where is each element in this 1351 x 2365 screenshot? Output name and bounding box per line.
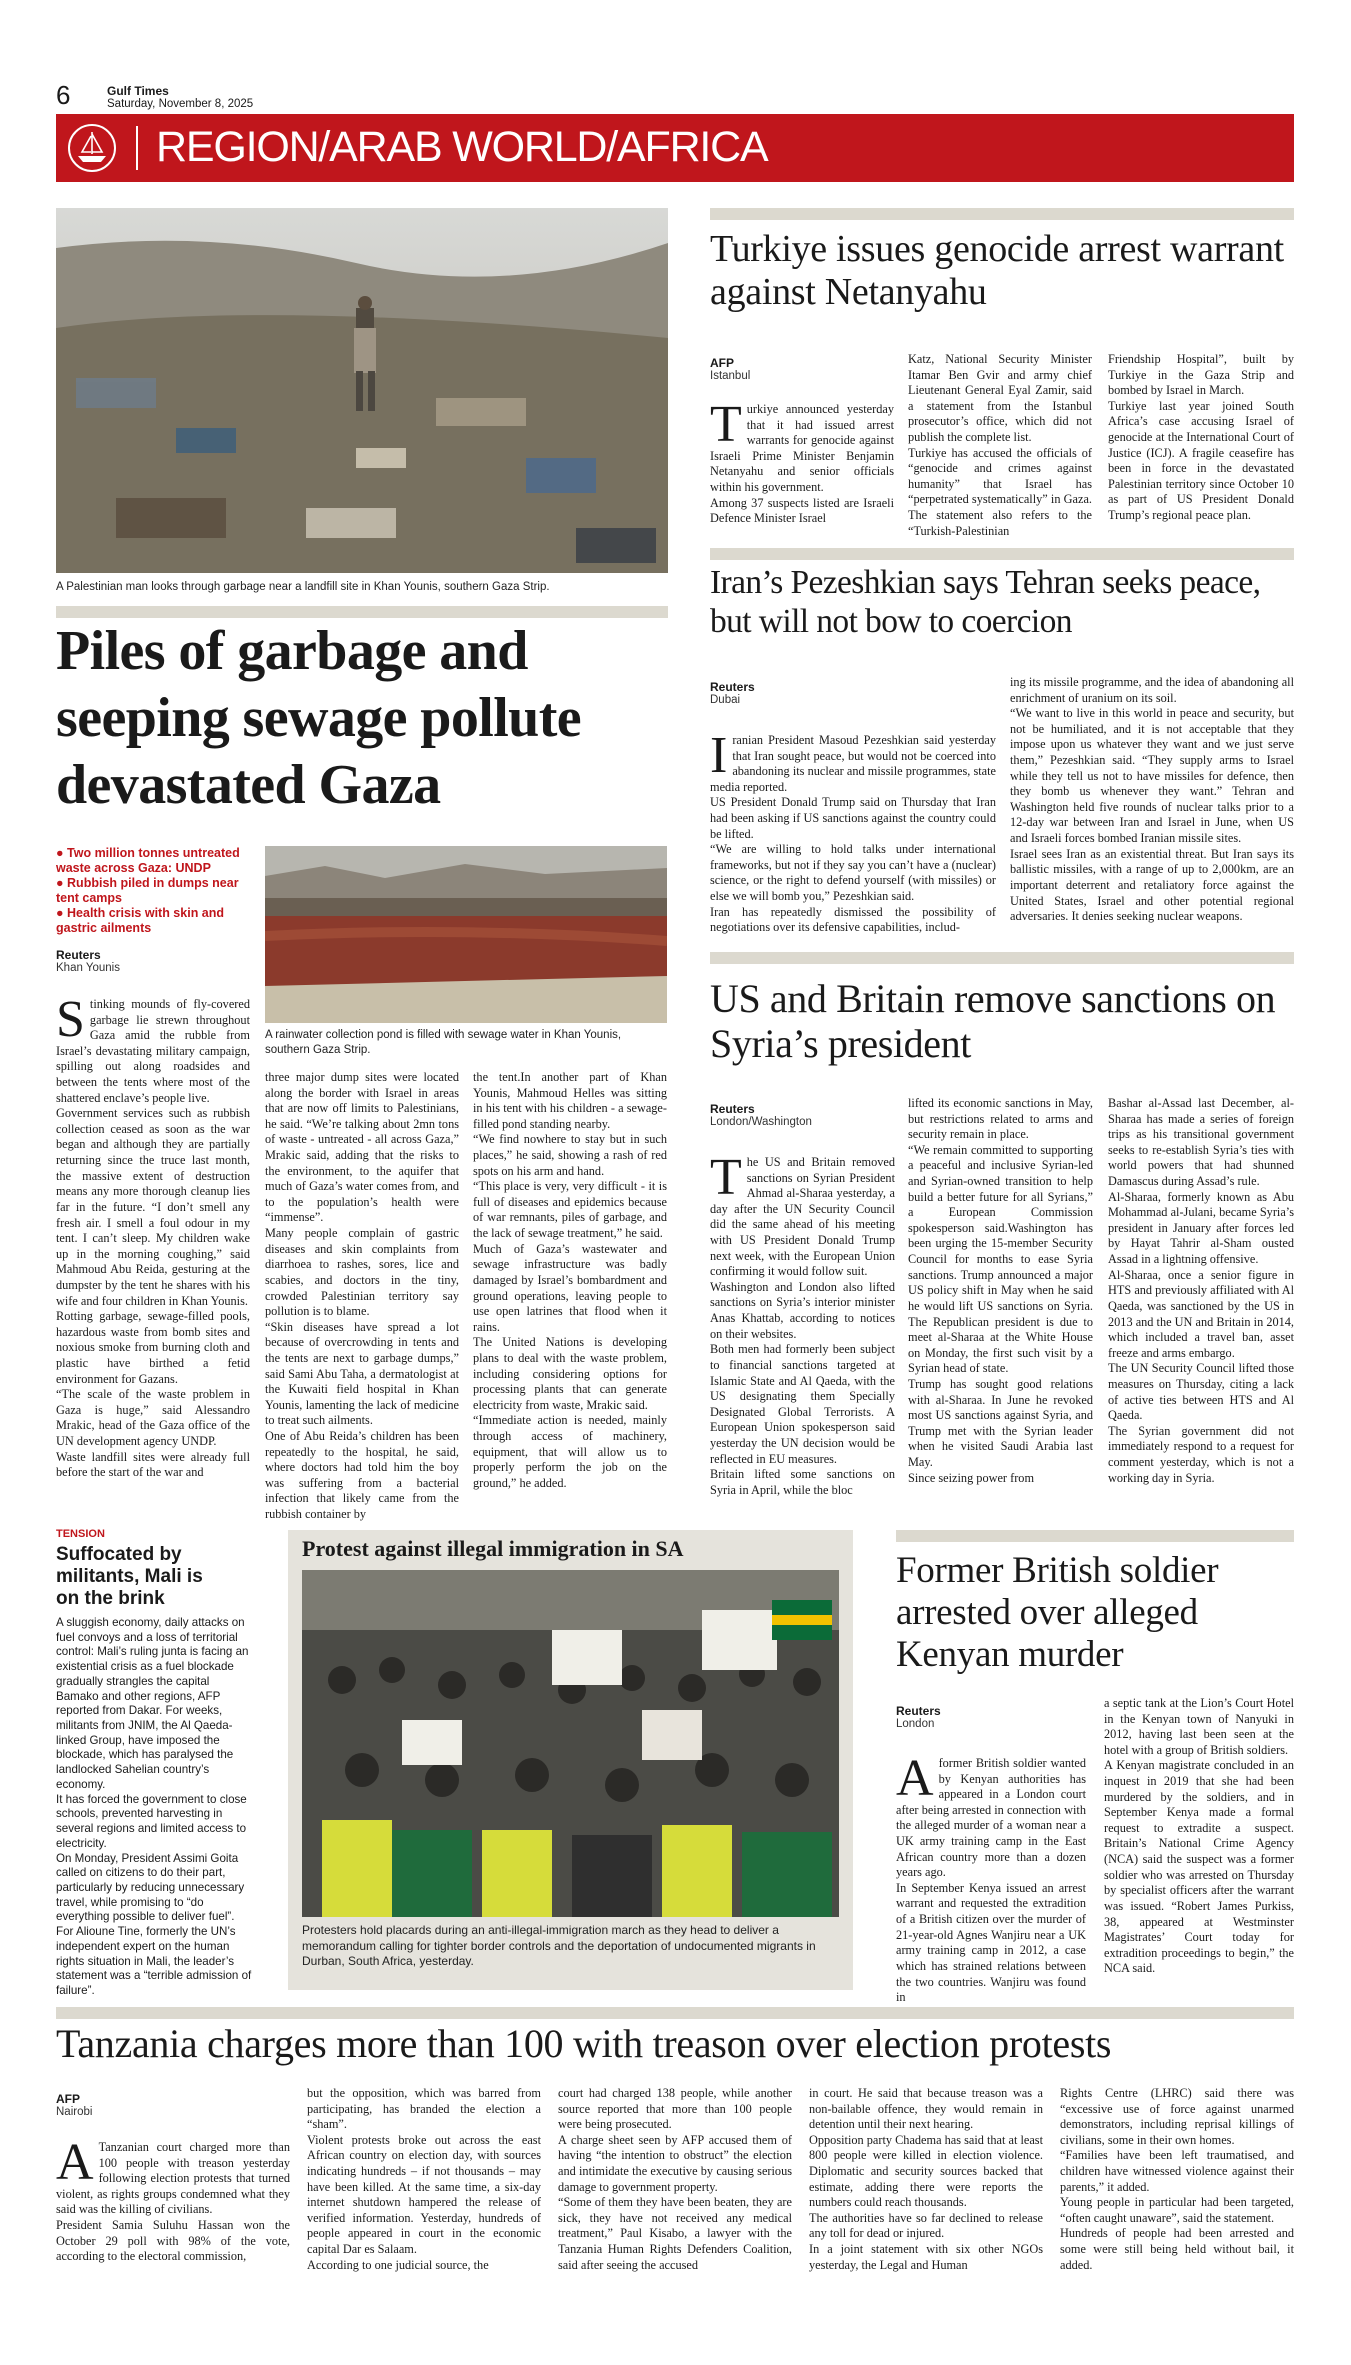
dateline-place: Istanbul: [710, 370, 751, 382]
bullet-item: ● Two million tonnes untreated waste across Gaza: UNDP: [56, 846, 240, 875]
article-text: he US and Britain removed sanctions on Syrian President Ahmad al-Sharaa yesterday, a day after the UN Security Council did the same ahead of his meeting with US President Donald Trump next week, with the European Union confirming it would follow suit. Washington and London also lifted sanctions on Syria’s interior minister Anas Khattab, according to notices on their websites. Both men had formerly been subject to financial sanctions targeted at Islamic State and Al Qaeda, with the US designating them Specially Designated Global Terrorists. A European Union spokesperson said yesterday the UN decision would be reflected in EU measures. Britain lifted some sanctions on Syria in April, while the bloc: [710, 1155, 895, 1497]
iran-col-2: ing its missile programme, and the idea of abandoning all enrichment of uranium on its soil. “We want to live in this world in peace and security, but not be humiliated, and it is not acceptable that they impose upon us whatever they want and we just serve them,” Pezeshkian said. “They supply arms to Israel while they tell us not to have missiles for defence, then they bomb us whenever they want.” Tehran and Washington held five rounds of nuclear talks prior to a 12-day war between Iran and Israel in June, when US and Israeli forces bombed Iranian missile sites. Israel sees Iran as an existential threat. But Iran says its ballistic missiles, with a range of up to 2,000km, are an important deterrent and retaliatory force against the United States, Israel and other potential regional adversaries. It denies seeking nuclear weapons.: [1010, 675, 1294, 924]
divider-rule: [56, 606, 668, 618]
syria-col-1: [710, 1149, 895, 1498]
dropcap: A: [896, 1750, 934, 1807]
dropcap: I: [710, 727, 728, 784]
mali-kicker: TENSION: [56, 1528, 105, 1540]
tanzania-col-2: but the opposition, which was barred from participating, has branded the election a “sham”. Violent protests broke out across the east African country on election day, with sources indicating hundreds – if not thousands – may have been killed. At the same time, a six-day internet shutdown hampered the release of verified information. Yesterday, hundreds of people appeared in court in the economic capital Dar es Salaam. According to one judicial source, the: [307, 2086, 541, 2272]
turkiye-col-3: Friendship Hospital”, built by Turkiye in the Gaza Strip and bombed by Israel in March. Turkiye last year joined South Africa’s case accusing Israel of genocide at the International Court of Justice (ICJ). A fragile ceasefire has been in force in the devastated Palestinian territory since October 10 as part of US President Donald Trump’s regional peace plan.: [1108, 352, 1294, 523]
mali-text: A sluggish economy, daily attacks on fuel convoys and a loss of territorial control: Mali’s ruling junta is facing an existential crisis as a fuel blockade gradually strangles the capital Bamako and other regions, AFP reported from Dakar. For weeks, militants from JNIM, the Al Qaeda-linked Group, have imposed the blockade, which has paralysed the landlocked Sahelian country’s economy. It has forced the government to close schools, prevented harvesting in several regions and limited access to electricity. On Monday, President Assimi Goita called on citizens to do their part, particularly by reducing unnecessary travel, while promising to “do everything possible to deliver fuel”. For Alioune Tine, formerly the UN’s independent expert on the human rights situation in Mali, the leader’s statement was a “terrible admission of failure”.: [56, 1616, 252, 1997]
tanzania-dateline: [56, 2092, 92, 2118]
banner-divider: [136, 126, 138, 170]
dateline-place: Nairobi: [56, 2106, 93, 2118]
gaza-headline: Piles of garbage and seeping sewage pollute devastated Gaza: [56, 620, 582, 817]
dropcap: S: [56, 991, 85, 1048]
article-text: Tanzanian court charged more than 100 people with treason yesterday following election protests that turned violent, as rights groups condemned what they said was the killing of civilians. President Samia Suluhu Hassan won the October 29 poll with 98% of the vote, according to the electoral commission,: [56, 2140, 290, 2264]
gaza-dateline: [56, 948, 120, 974]
agency-name: Reuters: [896, 1704, 941, 1718]
protest-photo: [302, 1570, 839, 1917]
sewage-pond-photo: [265, 846, 667, 1023]
kenya-headline: Former British soldier arrested over alleged Kenyan murder: [896, 1550, 1219, 1676]
issue-date: Saturday, November 8, 2025: [107, 98, 254, 110]
divider-rule: [710, 952, 1294, 964]
gaza-col-2: three major dump sites were located along the border with Israel in areas that are now off limits to Palestinians, he said. “We’re talking about 2mn tons of waste - untreated - all across Gaza,” Mrakic said, adding that the risks to the environment, to the aquifer that much of Gaza’s water comes from, and to the population’s health were “immense”. Many people complain of gastric diseases and skin complaints from diarrhoea to rashes, sores, lice and scabies, and doctors in the tiny, crowded Palestinian territory say pollution is to blame. “Skin diseases have spread a lot because of overcrowding in tents and the tents are next to garbage dumps,” said Sami Abu Taha, a dermatologist at the Kuwaiti field hospital in Khan Younis, lamenting the lack of medicine to treat such ailments. One of Abu Reida’s children has been repeatedly to the hospital, he said, where doctors had told him the boy was suffering from a bacterial infection that likely came from the rubbish container by: [265, 1070, 459, 1522]
section-title: REGION/ARAB WORLD/AFRICA: [156, 123, 768, 171]
dateline-place: Khan Younis: [56, 962, 120, 974]
agency-name: AFP: [56, 2092, 80, 2106]
article-text: former British soldier wanted by Kenyan authorities has appeared in a London court after being arrested in connection with the alleged murder of a woman near a UK army training camp in the East African country more than a dozen years ago. In September Kenya issued an arrest warrant and requested the extradition of a British citizen over the murder of 21-year-old Agnes Wanjiru near a UK army training camp in 2012, a case which has strained relations between the two countries. Wanjiru was found in: [896, 1756, 1086, 2005]
protest-title: Protest against illegal immigration in SA: [302, 1536, 684, 1561]
paper-name: Gulf Times: [107, 84, 169, 98]
landfill-photo: [56, 208, 668, 573]
kenya-col-1: [896, 1750, 1086, 2006]
bullet-item: ● Health crisis with skin and gastric ailments: [56, 906, 225, 935]
turkiye-headline: Turkiye issues genocide arrest warrant against Netanyahu: [710, 228, 1284, 313]
syria-headline: US and Britain remove sanctions on Syria’s president: [710, 976, 1276, 1066]
gaza-col-1: [56, 991, 250, 1481]
tanzania-headline: Tanzania charges more than 100 with treason over election protests: [56, 2021, 1112, 2066]
divider-rule: [710, 548, 1294, 560]
iran-dateline: [710, 680, 755, 706]
bullet-item: ● Rubbish piled in dumps near tent camps: [56, 876, 239, 905]
article-text: tinking mounds of fly-covered garbage lie strewn throughout Gaza amid the rubble from Israel’s devastating military campaign, spilling out along roadsides and between the tents where most of the shattered enclave’s people live. Government services such as rubbish collection ceased as soon as the war began and although they are partially returning since the truce last month, the massive extent of destruction means any more thorough cleanup lies far in the future. “I don’t smell any fresh air. I smell a foul odour in my tent. I can’t sleep. My children wake up in the morning coughing,” said Mahmoud Abu Reida, gesturing at the dumpster by the tent he shares with his wife and four children in Khan Younis. Rotting garbage, sewage-filled pools, hazardous waste from bomb sites and noxious smoke from burning cloth and plastic have birthed a fetid environment for Gazans. “The scale of the waste problem in Gaza is huge,” said Alessandro Mrakic, head of the Gaza office of the UN development agency UNDP. Waste landfill sites were already full before the start of the war and: [56, 997, 250, 1480]
syria-col-2: lifted its economic sanctions in May, but restrictions related to arms and security remain in place. “We remain committed to supporting a peaceful and inclusive Syrian-led and Syrian-owned transition to help build a better future for all Syrians,” a European Commission spokesperson said.Washington has been urging the 15-member Security Council for months to ease Syria sanctions. Trump announced a major US policy shift in May when he said he would lift US sanctions on Syria. The Republican president is due to meet al-Sharaa at the White House on Monday, the first such visit by a Syrian head of state. Trump has sought good relations with al-Sharaa. In June he revoked most US sanctions against Syria, and Trump met with the Syrian leader when he visited Saudi Arabia last May. Since seizing power from: [908, 1096, 1093, 1485]
protest-caption: Protesters hold placards during an anti-illegal-immigration march as they head to deliver a memorandum calling for tighter border controls and the deportation of undocumented migrants in Durban, South Africa, yesterday.: [302, 1923, 816, 1969]
article-text: ranian President Masoud Pezeshkian said yesterday that Iran sought peace, but would not be coerced into abandoning its nuclear and missile programmes, state media reported. US President Donald Trump said on Thursday that Iran had been asking if US sanctions against the country could be lifted. “We are willing to hold talks under international frameworks, but not if they say you can’t have a (nuclear) science, or the right to defend yourself (with missiles) or else we will bomb you,” Pezeshkian said. Iran has repeatedly dismissed the possibility of negotiations over its defensive capabilities, includ-: [710, 733, 996, 935]
agency-name: Reuters: [56, 948, 101, 962]
pond-photo-caption: A rainwater collection pond is filled with sewage water in Khan Younis, southern Gaza Strip.: [265, 1029, 622, 1056]
syria-col-3: Bashar al-Assad last December, al-Sharaa has made a series of foreign trips as his transitional government seeks to re-establish Syria’s ties with world powers that had shunned Damascus during Assad’s rule. Al-Sharaa, formerly known as Abu Mohammad al-Julani, became Syria’s president in January after forces led by Hayat Tahrir al-Sham ousted Assad in a lightning offensive. Al-Sharaa, once a senior figure in HTS and previously affiliated with Al Qaeda, was sanctioned by the US in 2013 and the UN and Britain in 2014, which included a travel ban, asset freeze and arms embargo. The UN Security Council lifted those measures on Thursday, citing a lack of active ties between HTS and Al Qaeda. The Syrian government did not immediately respond to a request for comment yesterday, which is not a working day in Syria.: [1108, 1096, 1294, 1485]
divider-rule: [896, 1530, 1294, 1542]
gaza-col-3: the tent.In another part of Khan Younis, Mahmoud Helles was sitting in his tent with his children - a sewage-filled pond standing nearby. “We find nowhere to stay but in such places,” he said, showing a rash of red spots on his arm and hand. “This place is very, very difficult - it is full of diseases and epidemics because of war remnants, piles of garbage, and the lack of sewage treatment,” he said. Much of Gaza’s wastewater and sewage infrastructure was badly damaged by Israel’s bombardment and ground operations, leaving people to use open latrines that flood when it rains. The United Nations is developing plans to deal with the waste problem, including considering options for processing plants that can generate electricity from waste, Mrakic said. “Immediate action is needed, mainly through access of machinery, equipment, that will allow us to properly perform the job on the ground,” he added.: [473, 1070, 667, 1490]
dateline-place: Dubai: [710, 694, 741, 706]
tanzania-col-1: [56, 2134, 290, 2265]
dropcap: T: [710, 1149, 742, 1206]
dropcap: A: [56, 2134, 94, 2191]
turkiye-col-2: Katz, National Security Minister Itamar Ben Gvir and army chief Lieutenant General Eyal Zamir, said a statement from the Istanbul prosecutor’s office, which did not publish the complete list. Turkiye has accused the officials of “genocide and crimes against humanity” that Israel has “perpetrated systematically” in Gaza. The statement also refers to the “Turkish-Palestinian: [908, 352, 1092, 538]
tanzania-col-5: Rights Centre (LHRC) said there was “excessive use of force against unarmed demonstrators, including reprisal killings of civilians, some in their own homes. “Families have been left traumatised, and children have witnessed violence against their parents,” it added. Young people in particular had been targeted, “often caught unaware”, said the statement. Hundreds of people had been arrested and some were still being held without bail, it added.: [1060, 2086, 1294, 2272]
ship-logo-icon: [68, 124, 116, 172]
gaza-bullets: [56, 846, 256, 936]
iran-col-1: [710, 727, 996, 936]
section-banner: [56, 114, 1294, 182]
agency-name: Reuters: [710, 1102, 755, 1116]
divider-rule: [56, 2007, 1294, 2019]
mali-headline: Suffocated by militants, Mali is on the brink: [56, 1544, 203, 1610]
kenya-dateline: [896, 1704, 941, 1730]
turkiye-dateline: [710, 356, 750, 382]
dateline-place: London/Washington: [710, 1116, 812, 1128]
dropcap: T: [710, 396, 742, 453]
iran-headline: Iran’s Pezeshkian says Tehran seeks peace, but will not bow to coercion: [710, 564, 1261, 640]
kenya-col-2: a septic tank at the Lion’s Court Hotel in the Kenyan town of Nanyuki in 2012, having last been seen at the hotel with a group of British soldiers. A Kenyan magistrate concluded in an inquest in 2019 that she had been murdered by the soldiers, and in September Kenya made a formal request to extradite a suspect. Britain’s National Crime Agency (NCA) said the suspect was a former soldier who was arrested on Thursday by specialist officers after the warrant was issued. “Robert James Purkiss, 38, appeared at Westminster Magistrates’ Court today for extradition proceedings to begin,” the NCA said.: [1104, 1696, 1294, 1976]
agency-name: Reuters: [710, 680, 755, 694]
protest-box: [288, 1530, 853, 1990]
page-number: 6: [56, 80, 71, 110]
divider-rule: [710, 208, 1294, 220]
dateline-place: London: [896, 1718, 935, 1730]
tanzania-col-4: in court. He said that because treason was a non-bailable offence, they would remain in detention until their next hearing. Opposition party Chadema has said that at least 800 people were killed in election violence. Diplomatic and security sources backed that estimate, adding there were reports the numbers could reach thousands. The authorities have so far declined to release any toll for dead or injured. In a joint statement with six other NGOs yesterday, the Legal and Human: [809, 2086, 1043, 2272]
syria-dateline: [710, 1102, 812, 1128]
agency-name: AFP: [710, 356, 734, 370]
article-text: urkiye announced yesterday that it had issued arrest warrants for genocide against Israeli Prime Minister Benjamin Netanyahu and senior officials within his government. Among 37 suspects listed are Israeli Defence Minister Israel: [710, 402, 894, 526]
tanzania-col-3: court had charged 138 people, while another source reported that more than 100 people were being prosecuted. A charge sheet seen by AFP accused them of having “the intention to obstruct” the election and intimidate the executive by causing serious damage to government property. “Some of them they have been beaten, they are sick, they have not received any medical treatment,” Paul Kisabo, a lawyer with the Tanzania Human Rights Defenders Coalition, said after seeing the accused: [558, 2086, 792, 2272]
turkiye-col-1: [710, 396, 894, 527]
landfill-photo-caption: A Palestinian man looks through garbage near a landfill site in Khan Younis, southern Gaza Strip.: [56, 581, 550, 593]
